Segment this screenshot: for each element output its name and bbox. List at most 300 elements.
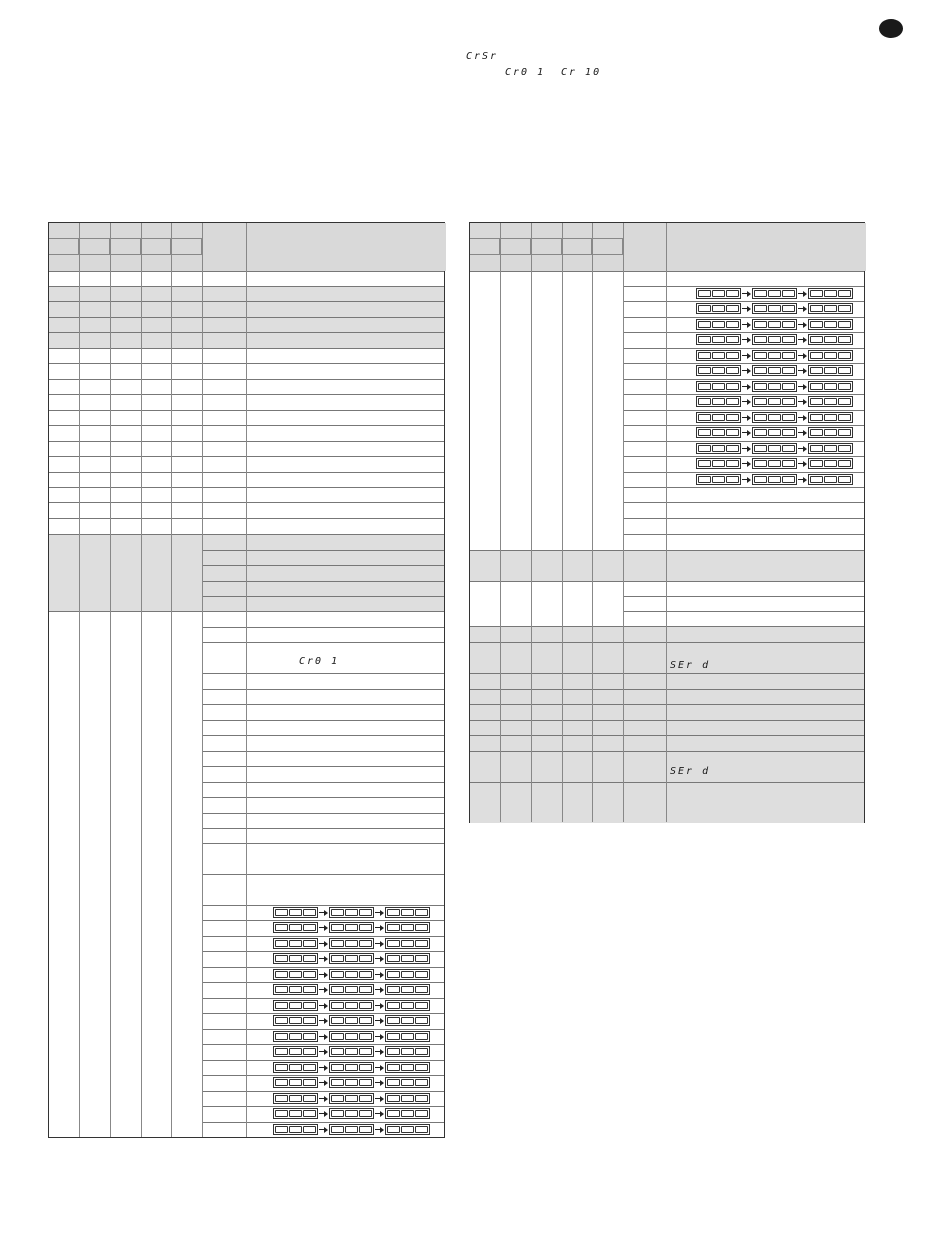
display-digit-group <box>696 288 741 299</box>
display-digit <box>415 924 428 931</box>
display-digit <box>303 1126 316 1133</box>
display-digit <box>289 1095 302 1102</box>
display-digit <box>712 460 725 467</box>
column-divider <box>592 223 593 822</box>
display-digit <box>275 909 288 916</box>
display-digit <box>810 367 823 374</box>
arrow-right-icon <box>798 353 807 359</box>
display-code-serd: SEr d <box>670 660 711 671</box>
display-digit <box>726 321 739 328</box>
arrow-right-icon <box>742 477 751 483</box>
display-digit <box>359 1064 372 1071</box>
display-digit-group <box>329 907 374 918</box>
display-digit <box>303 924 316 931</box>
display-digit <box>712 414 725 421</box>
display-digit-group <box>696 319 741 330</box>
display-digit <box>698 290 711 297</box>
display-digit <box>698 476 711 483</box>
display-digit <box>387 924 400 931</box>
table-header-cell <box>79 239 110 255</box>
display-digit <box>782 398 795 405</box>
display-digit <box>289 955 302 962</box>
display-digit <box>754 352 767 359</box>
arrow-right-icon <box>319 972 328 978</box>
display-digit-group <box>273 1108 318 1119</box>
display-digit <box>415 1110 428 1117</box>
display-digit <box>387 971 400 978</box>
display-digit <box>289 1017 302 1024</box>
display-digit <box>331 1033 344 1040</box>
display-digit <box>838 445 851 452</box>
display-digit-group <box>385 984 430 995</box>
display-digit <box>838 290 851 297</box>
table-header-cell <box>500 239 531 255</box>
display-digit <box>415 955 428 962</box>
arrow-right-icon <box>319 910 328 916</box>
display-digit <box>726 352 739 359</box>
display-sequence <box>696 303 853 314</box>
display-digit <box>754 321 767 328</box>
column-divider <box>110 223 111 1137</box>
display-digit <box>387 955 400 962</box>
arrow-right-icon <box>742 306 751 312</box>
arrow-right-icon <box>742 353 751 359</box>
display-digit-group <box>329 1031 374 1042</box>
display-digit <box>345 1002 358 1009</box>
display-digit <box>698 414 711 421</box>
display-digit <box>698 445 711 452</box>
display-digit <box>712 429 725 436</box>
display-digit-group <box>329 938 374 949</box>
display-digit <box>289 1064 302 1071</box>
display-digit <box>415 1017 428 1024</box>
display-digit <box>345 1126 358 1133</box>
display-digit <box>712 305 725 312</box>
display-digit <box>401 909 414 916</box>
display-digit-group <box>752 350 797 361</box>
table-row <box>470 704 864 720</box>
display-digit <box>345 909 358 916</box>
display-digit-group <box>329 984 374 995</box>
display-digit <box>698 305 711 312</box>
arrow-right-icon <box>375 1111 384 1117</box>
table-header-cell <box>246 223 446 271</box>
display-digit <box>768 321 781 328</box>
display-digit <box>345 1079 358 1086</box>
arrow-right-icon <box>798 322 807 328</box>
display-digit <box>726 383 739 390</box>
display-digit-group <box>273 907 318 918</box>
column-divider <box>171 223 172 1137</box>
display-digit <box>810 336 823 343</box>
display-digit <box>782 352 795 359</box>
display-digit <box>359 986 372 993</box>
arrow-right-icon <box>798 430 807 436</box>
display-digit <box>782 445 795 452</box>
arrow-right-icon <box>798 306 807 312</box>
display-digit <box>726 305 739 312</box>
display-digit <box>401 1033 414 1040</box>
display-digit <box>698 321 711 328</box>
table-header-subrow <box>49 255 202 271</box>
arrow-right-icon <box>742 461 751 467</box>
display-digit <box>838 352 851 359</box>
display-digit <box>387 940 400 947</box>
display-digit <box>303 1079 316 1086</box>
display-digit-group <box>752 412 797 423</box>
display-digit <box>415 986 428 993</box>
display-sequence <box>273 1046 430 1057</box>
display-digit <box>303 1095 316 1102</box>
display-sequence <box>273 1062 430 1073</box>
display-digit <box>754 429 767 436</box>
display-sequence <box>696 412 853 423</box>
display-digit <box>289 986 302 993</box>
display-digit-group <box>329 1046 374 1057</box>
arrow-right-icon <box>375 1018 384 1024</box>
display-digit <box>345 1110 358 1117</box>
table-row <box>623 271 864 286</box>
display-digit <box>415 1002 428 1009</box>
display-digit <box>726 476 739 483</box>
display-digit-group <box>329 922 374 933</box>
display-digit <box>698 352 711 359</box>
arrow-right-icon <box>375 1065 384 1071</box>
display-code-cr10: Cr 10 <box>561 67 602 78</box>
display-digit <box>359 1033 372 1040</box>
display-sequence <box>696 474 853 485</box>
display-digit-group <box>696 427 741 438</box>
column-divider <box>246 223 247 1137</box>
table-row <box>470 673 864 689</box>
display-digit <box>401 940 414 947</box>
display-sequence <box>696 427 853 438</box>
display-sequence <box>696 350 853 361</box>
display-digit <box>838 321 851 328</box>
display-digit <box>387 1064 400 1071</box>
display-digit <box>331 971 344 978</box>
display-digit-group <box>385 1015 430 1026</box>
arrow-right-icon <box>319 1127 328 1133</box>
display-digit-group <box>696 458 741 469</box>
display-digit <box>782 383 795 390</box>
display-digit <box>303 940 316 947</box>
display-digit <box>345 986 358 993</box>
display-digit <box>387 1002 400 1009</box>
display-digit <box>824 398 837 405</box>
display-digit-group <box>329 1108 374 1119</box>
display-digit <box>824 305 837 312</box>
display-digit <box>754 398 767 405</box>
display-digit <box>345 955 358 962</box>
display-digit <box>331 1017 344 1024</box>
display-digit-group <box>385 953 430 964</box>
display-digit <box>712 290 725 297</box>
display-digit-group <box>273 1015 318 1026</box>
display-digit <box>275 1079 288 1086</box>
display-digit <box>331 1079 344 1086</box>
display-sequence <box>273 1000 430 1011</box>
display-sequence <box>273 922 430 933</box>
display-digit <box>289 1002 302 1009</box>
display-digit <box>782 336 795 343</box>
display-digit <box>359 1017 372 1024</box>
display-sequence <box>273 938 430 949</box>
display-digit <box>359 1002 372 1009</box>
display-digit <box>754 305 767 312</box>
display-digit <box>289 1126 302 1133</box>
display-digit <box>782 429 795 436</box>
right-settings-table <box>469 222 865 823</box>
display-digit-group <box>385 1000 430 1011</box>
display-digit-group <box>696 350 741 361</box>
display-digit-group <box>808 427 853 438</box>
display-sequence <box>273 1108 430 1119</box>
display-sequence <box>273 1015 430 1026</box>
column-divider <box>500 223 501 822</box>
display-digit <box>824 429 837 436</box>
display-digit <box>331 940 344 947</box>
display-digit <box>768 414 781 421</box>
display-digit <box>345 1064 358 1071</box>
display-digit <box>331 955 344 962</box>
display-digit <box>345 1048 358 1055</box>
display-digit-group <box>808 396 853 407</box>
arrow-right-icon <box>319 956 328 962</box>
arrow-right-icon <box>319 1111 328 1117</box>
display-digit-group <box>752 396 797 407</box>
display-digit <box>754 367 767 374</box>
display-digit <box>303 955 316 962</box>
display-digit <box>303 1017 316 1024</box>
display-digit <box>303 1048 316 1055</box>
display-digit <box>838 429 851 436</box>
display-digit <box>415 1126 428 1133</box>
display-sequence <box>273 1077 430 1088</box>
arrow-right-icon <box>375 1034 384 1040</box>
display-digit <box>726 367 739 374</box>
display-digit-group <box>752 319 797 330</box>
display-digit <box>387 1048 400 1055</box>
display-digit <box>782 476 795 483</box>
display-digit <box>401 1110 414 1117</box>
table-header-subrow <box>470 255 623 271</box>
display-digit <box>415 1033 428 1040</box>
arrow-right-icon <box>742 446 751 452</box>
display-digit <box>726 398 739 405</box>
arrow-right-icon <box>375 941 384 947</box>
display-digit <box>698 398 711 405</box>
display-digit <box>768 398 781 405</box>
display-digit <box>289 924 302 931</box>
display-digit <box>810 290 823 297</box>
display-digit <box>824 383 837 390</box>
table-row <box>202 550 444 565</box>
display-digit <box>838 476 851 483</box>
display-digit <box>415 1079 428 1086</box>
arrow-right-icon <box>798 384 807 390</box>
display-digit-group <box>385 938 430 949</box>
table-row <box>470 735 864 751</box>
display-digit-group <box>273 1062 318 1073</box>
display-digit <box>698 336 711 343</box>
display-digit-group <box>808 303 853 314</box>
display-digit <box>275 940 288 947</box>
table-row <box>623 534 864 550</box>
display-digit <box>275 971 288 978</box>
display-digit <box>754 476 767 483</box>
display-digit <box>303 1033 316 1040</box>
table-header-cell <box>470 239 500 255</box>
display-digit <box>726 445 739 452</box>
display-digit <box>838 414 851 421</box>
display-digit <box>289 1110 302 1117</box>
display-digit-group <box>273 953 318 964</box>
arrow-right-icon <box>742 384 751 390</box>
display-digit <box>401 1126 414 1133</box>
display-digit <box>768 367 781 374</box>
display-digit-group <box>329 1124 374 1135</box>
display-digit <box>824 352 837 359</box>
arrow-right-icon <box>319 941 328 947</box>
display-digit-group <box>329 1093 374 1104</box>
display-digit-group <box>808 288 853 299</box>
display-digit <box>289 1079 302 1086</box>
display-digit-group <box>752 443 797 454</box>
table-header-cell <box>623 223 666 271</box>
display-digit <box>275 1002 288 1009</box>
display-sequence <box>696 288 853 299</box>
display-digit <box>387 986 400 993</box>
table-header-cell <box>202 223 246 271</box>
table-row <box>623 518 864 534</box>
display-digit <box>331 1048 344 1055</box>
display-digit <box>810 321 823 328</box>
display-digit <box>275 1110 288 1117</box>
arrow-right-icon <box>742 322 751 328</box>
display-digit-group <box>752 474 797 485</box>
table-header-group <box>49 223 202 239</box>
display-digit <box>289 909 302 916</box>
display-digit <box>782 460 795 467</box>
display-digit <box>768 336 781 343</box>
display-digit-group <box>385 922 430 933</box>
display-digit <box>345 924 358 931</box>
display-digit <box>810 476 823 483</box>
display-digit <box>810 445 823 452</box>
display-digit <box>712 321 725 328</box>
display-digit <box>401 924 414 931</box>
arrow-right-icon <box>742 415 751 421</box>
column-divider <box>79 223 80 1137</box>
arrow-right-icon <box>742 291 751 297</box>
display-digit-group <box>752 458 797 469</box>
display-digit-group <box>808 474 853 485</box>
display-digit <box>331 924 344 931</box>
display-digit-group <box>808 381 853 392</box>
arrow-right-icon <box>375 956 384 962</box>
column-divider <box>623 223 624 822</box>
table-header-cell <box>141 239 171 255</box>
arrow-right-icon <box>798 415 807 421</box>
display-digit <box>415 909 428 916</box>
display-digit <box>345 971 358 978</box>
display-sequence <box>273 1031 430 1042</box>
display-digit-group <box>385 1046 430 1057</box>
arrow-right-icon <box>375 1049 384 1055</box>
display-sequence <box>696 319 853 330</box>
display-code-crsr: CrSr <box>466 51 499 62</box>
display-digit <box>838 336 851 343</box>
display-digit-group <box>808 443 853 454</box>
display-digit <box>712 336 725 343</box>
display-digit <box>768 476 781 483</box>
display-digit <box>768 305 781 312</box>
display-code-cr01: Cr0 1 <box>299 656 340 667</box>
display-digit <box>810 383 823 390</box>
display-digit <box>359 971 372 978</box>
display-digit <box>331 986 344 993</box>
display-digit <box>331 1095 344 1102</box>
display-digit <box>712 476 725 483</box>
display-digit-group <box>273 1046 318 1057</box>
display-digit <box>810 352 823 359</box>
display-digit <box>345 940 358 947</box>
display-digit <box>754 336 767 343</box>
arrow-right-icon <box>798 291 807 297</box>
language-marker <box>879 19 903 38</box>
display-digit <box>810 414 823 421</box>
display-digit <box>387 909 400 916</box>
arrow-right-icon <box>319 1096 328 1102</box>
display-digit <box>810 398 823 405</box>
display-digit <box>289 971 302 978</box>
display-digit-group <box>329 1062 374 1073</box>
arrow-right-icon <box>742 430 751 436</box>
display-digit-group <box>273 984 318 995</box>
display-digit-group <box>329 969 374 980</box>
table-row <box>202 596 444 611</box>
arrow-right-icon <box>319 1065 328 1071</box>
display-digit <box>768 383 781 390</box>
arrow-right-icon <box>375 1080 384 1086</box>
display-digit <box>331 1064 344 1071</box>
display-digit-group <box>385 969 430 980</box>
display-digit <box>810 305 823 312</box>
arrow-right-icon <box>319 987 328 993</box>
display-digit <box>838 460 851 467</box>
display-digit <box>415 1048 428 1055</box>
display-digit <box>824 290 837 297</box>
display-digit-group <box>273 1124 318 1135</box>
display-digit <box>698 460 711 467</box>
display-digit-group <box>808 412 853 423</box>
display-digit <box>838 367 851 374</box>
display-sequence <box>273 1124 430 1135</box>
display-digit-group <box>385 1124 430 1135</box>
display-digit <box>387 1079 400 1086</box>
display-digit-group <box>808 350 853 361</box>
display-digit <box>387 1033 400 1040</box>
display-digit-group <box>752 427 797 438</box>
display-digit-group <box>696 303 741 314</box>
arrow-right-icon <box>798 477 807 483</box>
table-row <box>470 720 864 735</box>
arrow-right-icon <box>375 987 384 993</box>
arrow-right-icon <box>375 1096 384 1102</box>
display-sequence <box>273 907 430 918</box>
display-code-cr01: Cr0 1 <box>505 67 546 78</box>
